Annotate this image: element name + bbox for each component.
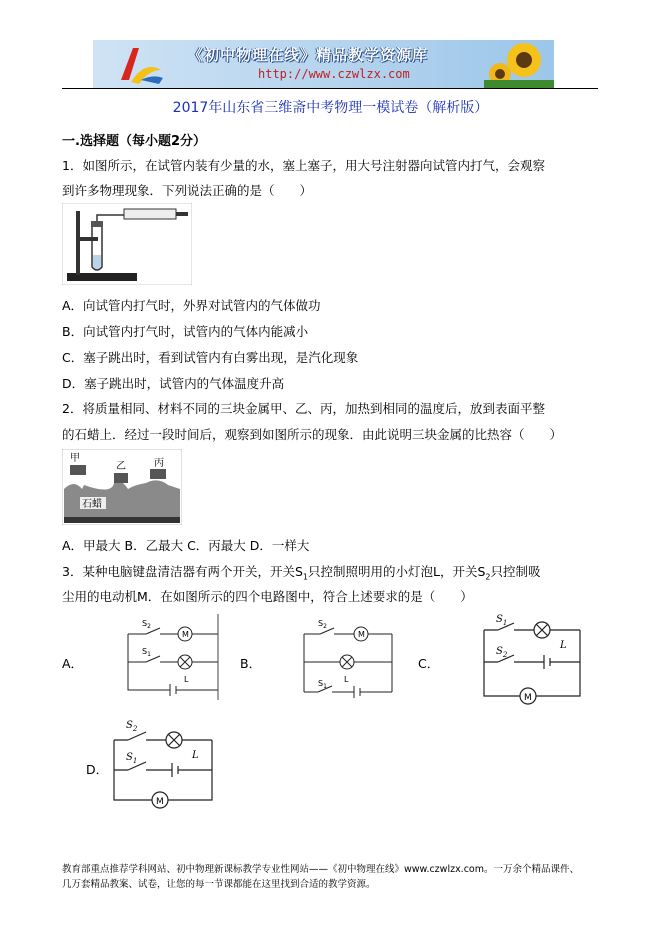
circuit-b-diagram (296, 614, 400, 700)
q1-option-a: A．向试管内打气时，外界对试管内的气体做功 (62, 298, 321, 313)
svg-text:M: M (358, 630, 365, 639)
paraffin-metal-figure (62, 449, 182, 525)
page-title: 2017年山东省三维斋中考物理一模试卷（解析版） (172, 100, 489, 116)
q2-stem-line1: 2．将质量相同、材料不同的三块金属甲、乙、丙，加热到相同的温度后，放到表面平整 (62, 401, 545, 416)
svg-text:S1: $S_1$ (142, 647, 151, 658)
circuit-c-diagram (476, 608, 588, 712)
q1-stem-line1: 1．如图所示，在试管内装有少量的水，塞上塞子，用大号注射器向试管内打气，会观察 (62, 158, 545, 173)
footer-line1: 教育部重点推荐学科网站、初中物理新课标教学专业性网站——《初中物理在线》www.czwlzx.com。一万余个精品课件、 (62, 864, 579, 875)
svg-text:L: L (192, 750, 199, 761)
svg-text:M: M (524, 693, 532, 703)
test-tube-apparatus-figure (62, 203, 192, 285)
svg-text:S1: $S_1$ (126, 752, 138, 765)
banner-url: http://www.czwlzx.com (258, 67, 410, 81)
q3-option-a-label: A． (62, 656, 84, 671)
banner-title: 《初中物理在线》精品教学资源库 (188, 46, 429, 64)
footer-line2: 几万套精品教案、试卷，让您的每一节课都能在这里找到合适的教学资源。 (62, 879, 376, 890)
label-jia: 甲 (70, 453, 80, 464)
site-logo-icon (111, 40, 171, 88)
header-rule (62, 88, 598, 89)
q3-option-b-label: B． (240, 656, 262, 671)
q2-options: A．甲最大 B．乙最大 C．丙最大 D．一样大 (62, 538, 310, 553)
svg-text:S2: $S_2$ (318, 619, 327, 630)
q3-stem-line1: 3．某种电脑键盘清洁器有两个开关，开关$S_1$只控制照明用的小灯泡L，开关$S_2$只控制吸 (62, 564, 541, 582)
svg-text:M: M (182, 630, 189, 639)
label-bing: 丙 (154, 458, 164, 469)
q1-option-d: D．塞子跳出时，试管内的气体温度升高 (62, 376, 285, 391)
circuit-d-diagram (106, 716, 222, 816)
svg-text:M: M (156, 797, 164, 807)
svg-text:S1: $S_1$ (318, 679, 327, 690)
header-banner (93, 40, 554, 88)
label-paraffin: 石蜡 (82, 499, 102, 510)
svg-text:S1: $S_1$ (496, 614, 508, 627)
svg-text:L: L (344, 675, 349, 684)
sunflower-icon (484, 40, 554, 88)
label-yi: 乙 (116, 461, 126, 472)
q1-option-b: B．向试管内打气时，试管内的气体内能减小 (62, 324, 309, 339)
section-heading: 一.选择题（每小题2分） (62, 134, 206, 149)
svg-text:S2: $S_2$ (496, 646, 508, 659)
svg-text:S2: $S_2$ (142, 619, 151, 630)
svg-text:L: L (184, 675, 189, 684)
circuit-a-diagram (118, 614, 228, 700)
q1-stem-line2: 到许多物理现象．下列说法正确的是（ ） (62, 183, 313, 198)
svg-text:L: L (560, 640, 567, 651)
q3-option-c-label: C． (418, 656, 440, 671)
q1-option-c: C．塞子跳出时，看到试管内有白雾出现，是汽化现象 (62, 350, 359, 365)
q3-option-d-label: D． (86, 762, 109, 777)
q3-stem-line2: 尘用的电动机M．在如图所示的四个电路图中，符合上述要求的是（ ） (62, 589, 473, 604)
svg-text:S2: $S_2$ (126, 720, 138, 733)
q2-stem-line2: 的石蜡上．经过一段时间后，观察到如图所示的现象．由此说明三块金属的比热容（ ） (62, 427, 563, 442)
page-footer (62, 862, 579, 892)
